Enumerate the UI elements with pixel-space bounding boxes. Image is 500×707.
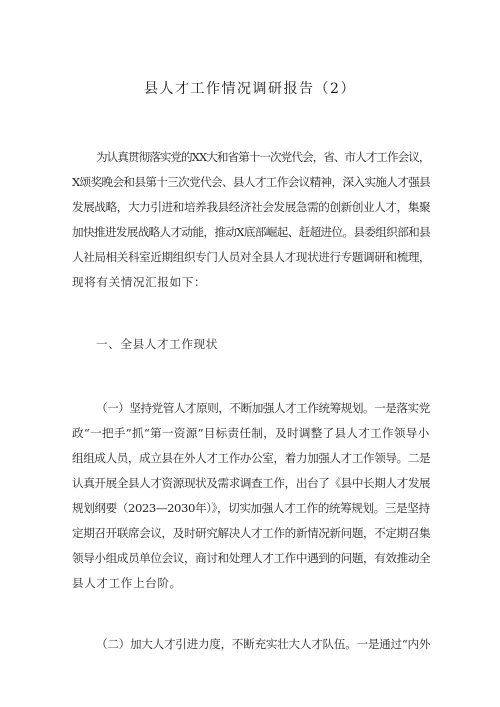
intro-line-2: X颂奖晚会和县第十三次党代会、县人才工作会议精神，深入实施人才强县 xyxy=(72,175,431,189)
document-title: 县人才工作情况调研报告（2） xyxy=(144,81,356,97)
sub1-line-7: 领导小组成员单位会议，商讨和处理人才工作中遇到的问题，有效推动全 xyxy=(72,551,431,565)
intro-line-6: 现将有关情况汇报如下： xyxy=(72,275,207,289)
sub2-line-1: （二）加大人才引进力度，不断充实壮大人才队伍。一是通过“内外 xyxy=(96,637,431,651)
sub1-line-1: （一）坚持党管人才原则，不断加强人才工作统筹规划。一是落实党 xyxy=(96,401,430,415)
sub1-line-6: 定期召开联席会议，及时研究解决人才工作的新情况新问题，不定期召集 xyxy=(72,526,431,540)
sub1-line-8: 县人才工作上台阶。 xyxy=(72,576,182,590)
intro-line-4: 加快推进发展战略人才动能，推动X底部崛起、赶超进位。县委组织部和县 xyxy=(72,225,431,239)
sub1-line-5: 规划纲要（2023—2030年）》，切实加强人才工作的统筹规划。三是坚持 xyxy=(72,501,430,515)
sub1-line-4: 认真开展全县人才资源现状及需求调查工作，出台了《县中长期人才发展 xyxy=(72,476,431,490)
section-heading: 一、全县人才工作现状 xyxy=(96,337,218,351)
intro-line-1: 为认真贯彻落实党的XX大和省第十一次党代会，省、市人才工作会议， xyxy=(96,150,430,164)
sub1-line-2: 政“一把手”抓“第一资源”目标责任制，及时调整了县人才工作领导小 xyxy=(72,426,430,440)
intro-line-3: 发展战略，大力引进和培养我县经济社会发展急需的创新创业人才，集聚 xyxy=(72,200,431,214)
intro-line-5: 人社局相关科室近期组织专门人员对全县人才现状进行专题调研和梳理， xyxy=(72,250,431,264)
sub1-line-3: 组组成人员，成立县在外人才工作办公室，着力加强人才工作领导。二是 xyxy=(72,451,431,465)
